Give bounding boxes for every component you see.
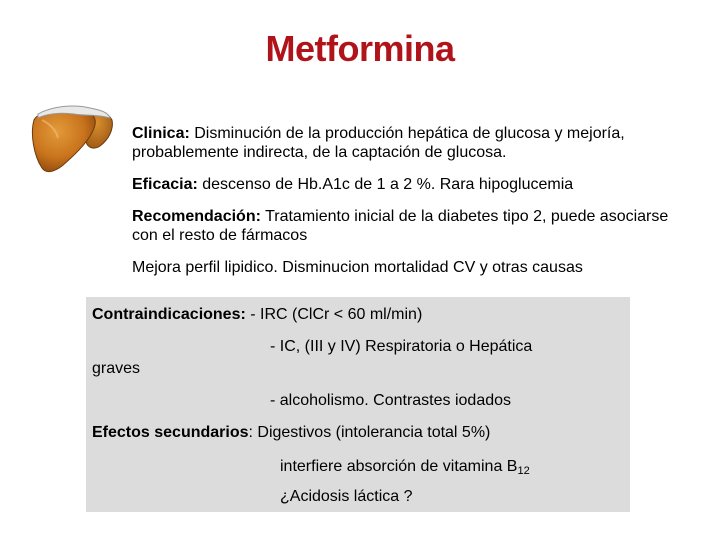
effects-label: Efectos secundarios	[92, 424, 249, 441]
contraindication-irc: - IRC (ClCr < 60 ml/min)	[245, 306, 423, 323]
contraindication-ic-cont: graves	[92, 360, 141, 377]
point-eficacia	[132, 175, 692, 194]
point-text: Disminución de la producción hepática de glucosa y mejoría, probablemente indirecta, de la captación de glucosa.	[132, 125, 625, 161]
point-label: Recomendación:	[132, 208, 261, 225]
key-points	[132, 124, 692, 290]
effect-b12-sub: 12	[517, 465, 530, 477]
effects-line	[92, 423, 490, 442]
effect-acidosis: ¿Acidosis láctica ?	[280, 488, 413, 505]
effect-b12-text: interfiere absorción de vitamina B	[280, 458, 518, 475]
point-lipidos	[132, 258, 692, 277]
contraindication-alcohol: - alcoholismo. Contrastes iodados	[270, 392, 512, 409]
contraindication-ic: - IC, (III y IV) Respiratoria o Hepática	[270, 338, 533, 355]
point-clinica	[132, 124, 692, 162]
point-label: Clinica:	[132, 125, 190, 142]
point-label: Eficacia:	[132, 176, 198, 193]
slide-title: Metformina	[265, 28, 455, 69]
point-text: Tratamiento inicial de la diabetes tipo 2, puede asociarse con el resto de fármacos	[132, 208, 669, 244]
contraindications-line	[92, 305, 422, 324]
point-recomendacion	[132, 207, 692, 245]
point-text: descenso de Hb.A1c de 1 a 2 %. Rara hipoglucemia	[197, 176, 574, 193]
effect-b12	[280, 457, 530, 476]
liver-icon	[28, 100, 116, 178]
contraindications-box	[86, 297, 630, 512]
point-text: Mejora perfil lipidico. Disminucion mortalidad CV y otras causas	[132, 259, 583, 276]
contraindications-label: Contraindicaciones:	[92, 306, 246, 323]
effect-digestive: : Digestivos (intolerancia total 5%)	[248, 424, 491, 441]
